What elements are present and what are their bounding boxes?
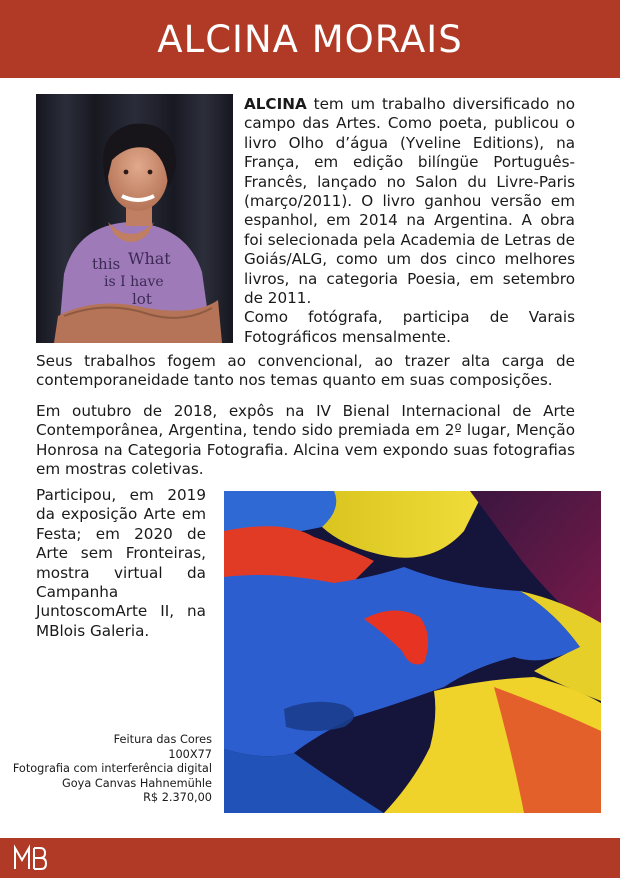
caption-technique: Fotografia com interferência digital: [12, 762, 212, 776]
caption-medium: Goya Canvas Hahnemühle: [61, 776, 212, 790]
shirt-text-3: is I have: [104, 274, 164, 290]
shirt-text-4: lot: [132, 290, 152, 308]
shirt-text-1: this: [92, 255, 121, 273]
footer-banner: [0, 838, 620, 878]
paragraph-bienal: Em outubro de 2018, expôs na IV Bienal Internacional de Arte Contemporânea, Argentina, tendo sido premiada em 2º lugar, Menção Honrosa na Categoria Fotografia. Alcina vem expondo suas fotografias em mostras coletivas.: [36, 402, 575, 479]
paragraph-style: Seus trabalhos fogem ao convencional, ao trazer alta carga de contemporaneidade tanto nos temas quanto em suas composições.: [36, 352, 575, 390]
caption-title: Feitura das Cores: [113, 733, 212, 746]
portrait-illustration: [36, 94, 233, 343]
bio-text: [244, 95, 575, 347]
artwork-caption: [0, 733, 212, 806]
artwork-image: [224, 491, 601, 813]
caption-size: 100X77: [168, 747, 212, 761]
bio-photo-text: Como fotógrafa, participa de Varais Fotográficos mensalmente.: [244, 308, 575, 346]
artwork-illustration: [224, 491, 601, 813]
shirt-text-2: What: [128, 249, 171, 268]
page-title: ALCINA MORAIS: [157, 17, 463, 61]
header-banner: [0, 0, 620, 78]
paragraph-exhibitions: Participou, em 2019 da exposição Arte em Festa; em 2020 de Arte sem Fronteiras, mostra virtual da Campanha JuntoscomArte II, na MBlois Galeria.: [36, 486, 206, 640]
artist-portrait: [36, 94, 233, 343]
mb-logo: [13, 844, 49, 872]
caption-price: R$ 2.370,00: [143, 791, 212, 805]
bio-name: ALCINA: [244, 95, 307, 113]
bio-body: tem um trabalho diversificado no campo das Artes. Como poeta, publicou o livro Olho d’água (Yveline Editions), na França, em edição bilíngüe Português-Francês, lançado no Salon du Livre-Paris (março/2011). O livro ganhou versão em espanhol, em 2014 na Argentina. A obra foi selecionada pela Academia de Letras de Goiás/ALG, como um dos cinco melhores livros, na categoria Poesia, em setembro de 2011.: [244, 95, 575, 308]
